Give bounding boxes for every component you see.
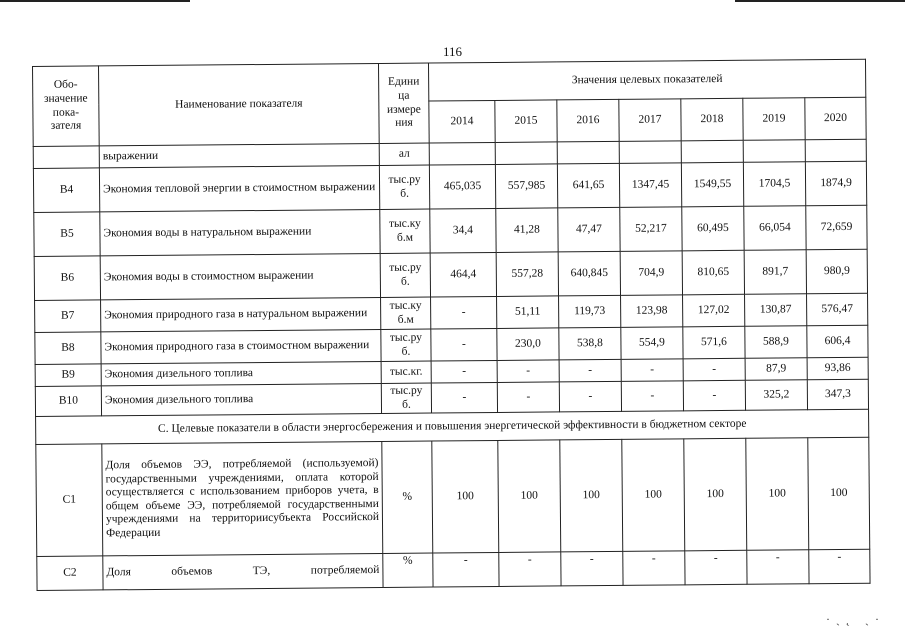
- row-value: [429, 142, 495, 165]
- row-value: 641,65: [557, 163, 619, 208]
- row-name: Экономия дизельного топлива: [101, 383, 381, 416]
- row-value: -: [433, 553, 499, 588]
- row-value: 891,7: [744, 250, 806, 295]
- row-value: 47,47: [558, 207, 620, 252]
- row-value: 465,035: [429, 164, 495, 209]
- row-code: В4: [33, 168, 99, 213]
- header-code: Обо- значение пока- зателя: [33, 66, 100, 147]
- row-value: 980,9: [806, 249, 867, 294]
- row-value: -: [431, 296, 497, 329]
- header-name: Наименование показателя: [99, 63, 380, 145]
- row-name: Экономия природного газа в стоимостном выражении: [101, 329, 381, 363]
- header-year: 2014: [429, 100, 495, 143]
- row-name: Экономия воды в стоимостном выражении: [100, 253, 380, 299]
- row-value: 100: [432, 441, 499, 554]
- table-row: [37, 549, 870, 590]
- row-value: 464,4: [430, 252, 496, 297]
- header-year: 2016: [557, 99, 619, 142]
- row-code: В7: [35, 300, 101, 333]
- row-value: -: [623, 551, 685, 586]
- row-code: В10: [35, 386, 101, 417]
- row-code: В9: [35, 364, 101, 387]
- row-value: 127,02: [683, 294, 745, 327]
- row-value: -: [685, 550, 747, 585]
- row-unit: ал: [379, 143, 429, 165]
- row-code: В6: [34, 256, 100, 301]
- row-value: -: [497, 360, 559, 383]
- indicators-table: [32, 59, 871, 591]
- row-value: 100: [684, 438, 747, 551]
- row-value: -: [621, 359, 683, 382]
- row-name: Экономия тепловой энергии в стоимостном выражении: [99, 165, 379, 211]
- row-unit: тыс.ку б.м: [380, 209, 430, 253]
- row-value: 704,9: [620, 251, 682, 296]
- row-value: 72,659: [806, 205, 867, 250]
- row-code: С1: [36, 444, 103, 557]
- row-value: 640,845: [558, 251, 620, 296]
- row-value: -: [559, 381, 621, 412]
- row-value: 325,2: [745, 380, 807, 411]
- header-year: 2015: [495, 100, 557, 143]
- row-unit: %: [382, 441, 433, 553]
- row-value: -: [561, 551, 623, 586]
- row-value: -: [559, 359, 621, 382]
- row-unit: %: [383, 553, 433, 587]
- row-value: -: [499, 552, 561, 587]
- top-rule-left: [0, 0, 190, 2]
- row-value: -: [431, 382, 497, 413]
- row-value: 538,8: [559, 327, 621, 360]
- row-value: -: [683, 358, 745, 381]
- row-value: 52,217: [620, 207, 682, 252]
- row-unit: тыс.ру б.: [379, 165, 429, 209]
- row-code: [33, 146, 99, 169]
- row-value: -: [621, 381, 683, 412]
- row-value: [743, 140, 805, 163]
- row-value: 347,3: [807, 379, 868, 410]
- row-value: [681, 140, 743, 163]
- row-value: 100: [746, 438, 809, 551]
- row-unit: тыс.кг.: [381, 361, 431, 383]
- header-values: Значения целевых показателей: [428, 59, 865, 101]
- row-name: Экономия воды в натуральном выражении: [100, 209, 380, 255]
- top-rule-right: [735, 0, 905, 2]
- header-year: 2020: [805, 97, 866, 140]
- table-row: [36, 437, 870, 556]
- row-value: 41,28: [496, 208, 558, 253]
- row-value: 1347,45: [619, 163, 681, 208]
- row-value: 34,4: [430, 208, 496, 253]
- row-code: С2: [37, 556, 103, 591]
- row-name: Доля объемов ТЭ, потребляемой: [103, 554, 383, 590]
- row-value: 87,9: [745, 358, 807, 381]
- table-row: [34, 205, 867, 256]
- row-name: Экономия природного газа в натуральном выражении: [101, 297, 381, 331]
- scan-marks: ·ˏ˛ ˏ·: [826, 612, 885, 626]
- row-value: 606,4: [807, 325, 868, 358]
- row-value: 571,6: [683, 326, 745, 359]
- row-value: 100: [498, 440, 561, 553]
- row-code: В5: [34, 212, 100, 257]
- row-value: 130,87: [745, 294, 807, 327]
- row-value: 230,0: [497, 328, 559, 361]
- row-value: [495, 142, 557, 165]
- row-code: В8: [35, 332, 101, 365]
- table-row: [33, 161, 866, 212]
- row-value: -: [683, 380, 745, 411]
- row-unit: тыс.ру б.: [380, 253, 430, 297]
- row-value: 554,9: [621, 327, 683, 360]
- header-year: 2019: [743, 98, 805, 141]
- row-value: 810,65: [682, 250, 744, 295]
- header-unit: Едини ца измере ния: [378, 63, 429, 143]
- row-value: -: [497, 382, 559, 413]
- row-value: 100: [622, 439, 685, 552]
- header-year: 2018: [681, 98, 743, 141]
- row-value: 66,054: [744, 206, 806, 251]
- row-value: [805, 139, 866, 162]
- row-value: 1704,5: [743, 162, 805, 207]
- row-value: 100: [560, 439, 623, 552]
- row-value: 1874,9: [805, 161, 866, 206]
- table-row: [34, 249, 867, 300]
- row-value: 51,11: [497, 296, 559, 329]
- row-value: 93,86: [807, 357, 868, 380]
- row-name: выражении: [99, 143, 379, 167]
- row-name: Экономия дизельного топлива: [101, 361, 381, 385]
- header-year: 2017: [619, 99, 681, 142]
- row-value: 1549,55: [681, 162, 743, 207]
- row-unit: тыс.ку б.м: [381, 297, 431, 329]
- row-value: 123,98: [621, 295, 683, 328]
- page-number: 116: [442, 44, 463, 59]
- row-value: [619, 141, 681, 164]
- row-value: -: [431, 360, 497, 383]
- row-value: 100: [808, 437, 870, 550]
- row-value: -: [809, 549, 870, 584]
- section-c-title: С. Целевые показатели в области энергосбережения и повышения энергетической эффективности в бюджетном секторе: [36, 409, 869, 444]
- row-value: 576,47: [807, 293, 868, 326]
- row-value: 557,28: [496, 252, 558, 297]
- row-name: Доля объемов ЭЭ, потребляемой (используемой) государственными учреждениями, оплата которой осуществляется с использованием приборов учета, в общем объеме ЭЭ, потребляемой государственными учреждениями на территориисубъекта Российской Федерации: [102, 442, 383, 556]
- row-value: [557, 141, 619, 164]
- row-value: 60,495: [682, 206, 744, 251]
- row-value: 557,985: [495, 164, 557, 209]
- row-value: 588,9: [745, 326, 807, 359]
- row-value: -: [431, 328, 497, 361]
- row-value: 119,73: [559, 295, 621, 328]
- row-unit: тыс.ру б.: [381, 329, 431, 361]
- row-unit: тыс.ру б.: [381, 383, 431, 414]
- row-value: -: [747, 550, 809, 585]
